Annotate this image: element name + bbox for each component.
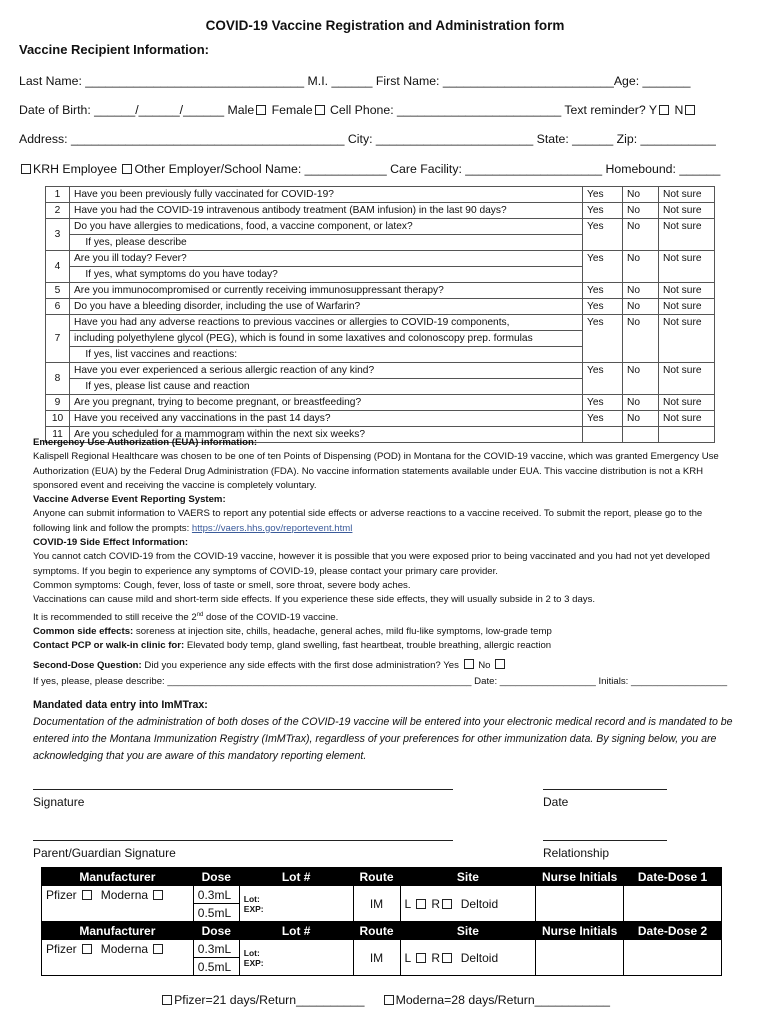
question-row	[46, 187, 715, 203]
right-site-checkbox[interactable]	[442, 899, 452, 909]
dob-row[interactable]	[19, 103, 697, 117]
dob-label: Date of Birth: ______/______/______	[19, 103, 228, 117]
date-dose-header: Date-Dose 2	[624, 922, 722, 940]
side-effect-text-3: Vaccinations can cause mild and short-term side effects. If you experience these side effects, they will usually subside in 2 to 3 days.	[33, 594, 596, 606]
form-title: COVID-19 Vaccine Registration and Administration form	[205, 18, 565, 33]
answer-no[interactable]: No	[623, 219, 659, 251]
nurse-initials-cell[interactable]	[536, 886, 624, 922]
date-dose-header: Date-Dose 1	[624, 868, 722, 886]
lot-cell[interactable]: Lot: EXP:	[239, 886, 353, 922]
contact-pcp: Contact PCP or walk-in clinic for: Elevated body temp, gland swelling, fast heartbeat, trouble breathing, allergic reaction	[33, 640, 552, 652]
moderna-return-checkbox[interactable]	[384, 995, 394, 1005]
krh-label: KRH Employee	[33, 162, 121, 176]
answer-no[interactable]: No	[623, 411, 659, 427]
route-header: Route	[353, 922, 400, 940]
text-yes-checkbox[interactable]	[659, 105, 669, 115]
address-row[interactable]: Address: ________________________________________ City: _______________________ State: ______ Zip: ___________	[19, 132, 716, 146]
common-side-effects: Common side effects: soreness at injection site, chills, headache, general aches, mild flu-like symptoms, low-grade temp	[33, 626, 552, 638]
dose-03-cell: 0.3mL	[193, 940, 239, 958]
answer-not-sure[interactable]: Not sure	[659, 363, 715, 395]
question-text: Are you ill today? Fever?	[70, 251, 583, 267]
parent-signature-label: Parent/Guardian Signature	[33, 846, 176, 860]
question-number: 1	[46, 187, 70, 203]
female-label: Female	[271, 103, 313, 117]
male-label: Male	[227, 103, 255, 117]
date-dose-cell[interactable]	[624, 940, 722, 976]
manufacturer-cell: Pfizer Moderna	[42, 940, 194, 976]
question-text: Do you have a bleeding disorder, including the use of Warfarin?	[70, 299, 583, 315]
date-label: Date	[543, 795, 569, 809]
vaers-link[interactable]: https://vaers.hhs.gov/reportevent.html	[191, 522, 353, 534]
answer-yes[interactable]: Yes	[583, 363, 623, 395]
name-row[interactable]: Last Name: ________________________________ M.I. ______ First Name: _________________________Age: _______	[19, 74, 691, 88]
vaers-heading: Vaccine Adverse Event Reporting System:	[33, 494, 226, 506]
mandated-text: Documentation of the administration of both doses of the COVID-19 vaccine will be entered into your electronic medical record and is mandated to be entered into the Montana Immunization Registry (ImMTrax), regardless of your preferences for other immunization data. By signing below, you are acknowledging that you are aware of this mandatory reporting element.	[33, 716, 733, 762]
screening-questions-table	[45, 186, 715, 443]
pfizer-checkbox[interactable]	[82, 944, 92, 954]
date-line[interactable]	[543, 789, 667, 790]
signature-label: Signature	[33, 795, 85, 809]
answer-no[interactable]: No	[623, 251, 659, 283]
answer-not-sure[interactable]: Not sure	[659, 203, 715, 219]
question-number: 4	[46, 251, 70, 283]
answer-yes[interactable]: Yes	[583, 395, 623, 411]
question-row	[46, 283, 715, 299]
relationship-line[interactable]	[543, 840, 667, 841]
second-dose-no-checkbox[interactable]	[495, 659, 505, 669]
answer-no[interactable]: No	[623, 283, 659, 299]
relationship-label: Relationship	[543, 846, 610, 860]
site-cell: L R Deltoid	[400, 940, 536, 976]
answer-no[interactable]: No	[623, 187, 659, 203]
route-header: Route	[353, 868, 400, 886]
question-text: Have you had the COVID-19 intravenous antibody treatment (BAM infusion) in the last 90 days?	[70, 203, 583, 219]
route-cell: IM	[353, 886, 400, 922]
question-number: 3	[46, 219, 70, 251]
pfizer-return-label: Pfizer=21 days/Return__________	[174, 993, 365, 1007]
cell-label: Cell Phone: ________________________ Text reminder? Y	[330, 103, 658, 117]
question-number: 9	[46, 395, 70, 411]
answer-yes[interactable]: Yes	[583, 187, 623, 203]
dose-05-cell: 0.5mL	[193, 904, 239, 922]
question-number: 10	[46, 411, 70, 427]
moderna-checkbox[interactable]	[153, 944, 163, 954]
question-row	[46, 251, 715, 267]
left-site-checkbox[interactable]	[416, 953, 426, 963]
question-row	[46, 315, 715, 331]
answer-not-sure[interactable]: Not sure	[659, 299, 715, 315]
question-text: Are you immunocompromised or currently receiving immunosuppressant therapy?	[70, 283, 583, 299]
vaers-text: Anyone can submit information to VAERS to report any potential side effects or adverse reactions to a vaccine received. To submit the report, please go to the following link and follow the prompts: https://vaers.hhs.gov/reportevent.html	[33, 508, 703, 534]
right-site-checkbox[interactable]	[442, 953, 452, 963]
manufacturer-header: Manufacturer	[42, 868, 194, 886]
recipient-header: Vaccine Recipient Information:	[19, 42, 209, 57]
side-effect-text-4: It is recommended to still receive the 2nd dose of the COVID-19 vaccine.	[33, 611, 339, 623]
side-effect-text-2: Common symptoms: Cough, fever, loss of taste or smell, sore throat, severe body aches.	[33, 579, 411, 591]
mandated-heading: Mandated data entry into ImMTrax:	[33, 699, 208, 711]
question-text: If yes, please describe	[70, 235, 583, 251]
eua-heading: Emergency Use Authorization (EUA) information:	[33, 437, 258, 448]
question-row	[46, 411, 715, 427]
question-text: Have you ever experienced a serious allergic reaction of any kind?	[70, 363, 583, 379]
side-effect-text-1: You cannot catch COVID-19 from the COVID-19 vaccine, however it is possible that you were exposed prior to being vaccinated and you had not yet developed symptoms. If you begin to experience any symptoms of COVID-19, please contact your primary care provider.	[33, 551, 710, 577]
answer-not-sure[interactable]: Not sure	[659, 283, 715, 299]
lot-header: Lot #	[239, 868, 353, 886]
question-text: Do you have allergies to medications, food, a vaccine component, or latex?	[70, 219, 583, 235]
answer-not-sure[interactable]: Not sure	[659, 187, 715, 203]
question-row	[46, 203, 715, 219]
answer-not-sure[interactable]: Not sure	[659, 219, 715, 251]
text-no-checkbox[interactable]	[685, 105, 695, 115]
answer-no[interactable]: No	[623, 395, 659, 411]
answer-no[interactable]: No	[623, 315, 659, 363]
site-cell: L R Deltoid	[400, 886, 536, 922]
male-checkbox[interactable]	[256, 105, 266, 115]
answer-no[interactable]: No	[623, 363, 659, 395]
question-row	[46, 219, 715, 235]
answer-yes[interactable]: Yes	[583, 219, 623, 251]
question-number: 2	[46, 203, 70, 219]
moderna-return-label: Moderna=28 days/Return___________	[395, 993, 610, 1007]
parent-signature-line[interactable]	[33, 840, 453, 841]
nurse-initials-header: Nurse Initials	[536, 922, 624, 940]
second-dose-question: Second-Dose Question: Did you experience any side effects with the first dose administration? Yes No	[33, 659, 507, 671]
manufacturer-cell: Pfizer Moderna	[42, 886, 194, 922]
question-row	[46, 299, 715, 315]
answer-yes[interactable]: Yes	[583, 299, 623, 315]
dose-05-cell: 0.5mL	[193, 958, 239, 976]
dose-header: Dose	[193, 868, 239, 886]
return-footer	[0, 993, 770, 1007]
question-row	[46, 395, 715, 411]
dose-2-table	[41, 921, 722, 976]
dose-03-cell: 0.3mL	[193, 886, 239, 904]
question-text: If yes, list vaccines and reactions:	[70, 347, 583, 363]
text-no-label: N	[674, 103, 684, 117]
question-text: including polyethylene glycol (PEG), which is found in some laxatives and colonoscopy prep. formulas	[70, 331, 583, 347]
answer-not-sure[interactable]: Not sure	[659, 411, 715, 427]
question-number: 6	[46, 299, 70, 315]
question-number: 5	[46, 283, 70, 299]
site-header: Site	[400, 868, 536, 886]
other-employer-checkbox[interactable]	[122, 164, 132, 174]
route-cell: IM	[353, 940, 400, 976]
question-text: Are you scheduled for a mammogram within the next six weeks?	[70, 427, 583, 443]
answer-yes[interactable]: Yes	[583, 251, 623, 283]
left-site-checkbox[interactable]	[416, 899, 426, 909]
manufacturer-header: Manufacturer	[42, 922, 194, 940]
employer-label: Other Employer/School Name: ____________ Care Facility: ____________________ Homebound: ______	[134, 162, 721, 176]
female-checkbox[interactable]	[315, 105, 325, 115]
answer-not-sure[interactable]: Not sure	[659, 395, 715, 411]
info-section	[33, 436, 733, 654]
answer-yes[interactable]: Yes	[583, 411, 623, 427]
answer-yes[interactable]: Yes	[583, 283, 623, 299]
second-dose-describe[interactable]: If yes, please, please describe: _________________________________________________________ Date: __________________ Initials: __________________	[33, 676, 728, 687]
mandated-section	[33, 697, 738, 765]
question-text: If yes, what symptoms do you have today?	[70, 267, 583, 283]
answer-yes[interactable]: Yes	[583, 203, 623, 219]
lot-cell[interactable]: Lot: EXP:	[239, 940, 353, 976]
nurse-initials-header: Nurse Initials	[536, 868, 624, 886]
eua-text: Kalispell Regional Healthcare was chosen to be one of ten Points of Dispensing (POD) in Montana for the COVID-19 vaccine, which was granted Emergency Use Authorization (EUA) by the Federal Drug Administration (FDA). No vaccine information statements available under EUA. This vaccine distribution is not a KRH sponsored event and receiving the vaccine is completely voluntary.	[33, 451, 719, 491]
question-text: Are you pregnant, trying to become pregnant, or breastfeeding?	[70, 395, 583, 411]
question-row	[46, 363, 715, 379]
signature-line[interactable]	[33, 789, 453, 790]
question-number: 7	[46, 315, 70, 363]
site-header: Site	[400, 922, 536, 940]
moderna-checkbox[interactable]	[153, 890, 163, 900]
answer-no[interactable]: No	[623, 203, 659, 219]
pfizer-checkbox[interactable]	[82, 890, 92, 900]
dose-1-table	[41, 867, 722, 922]
krh-checkbox[interactable]	[21, 164, 31, 174]
pfizer-return-checkbox[interactable]	[162, 995, 172, 1005]
lot-header: Lot #	[239, 922, 353, 940]
dose-header: Dose	[193, 922, 239, 940]
question-number: 8	[46, 363, 70, 395]
question-text: Have you received any vaccinations in the past 14 days?	[70, 411, 583, 427]
question-text: If yes, please list cause and reaction	[70, 379, 583, 395]
question-number: 11	[46, 427, 70, 443]
answer-no[interactable]: No	[623, 299, 659, 315]
question-text: Have you had any adverse reactions to previous vaccines or allergies to COVID-19 components,	[70, 315, 583, 331]
nurse-initials-cell[interactable]	[536, 940, 624, 976]
question-text: Have you been previously fully vaccinated for COVID-19?	[70, 187, 583, 203]
answer-not-sure[interactable]: Not sure	[659, 251, 715, 283]
answer-not-sure[interactable]: Not sure	[659, 315, 715, 363]
side-effect-heading: COVID-19 Side Effect Information:	[33, 537, 189, 549]
second-dose-yes-checkbox[interactable]	[464, 659, 474, 669]
employer-row[interactable]	[19, 162, 720, 176]
answer-yes[interactable]: Yes	[583, 315, 623, 363]
date-dose-cell[interactable]	[624, 886, 722, 922]
